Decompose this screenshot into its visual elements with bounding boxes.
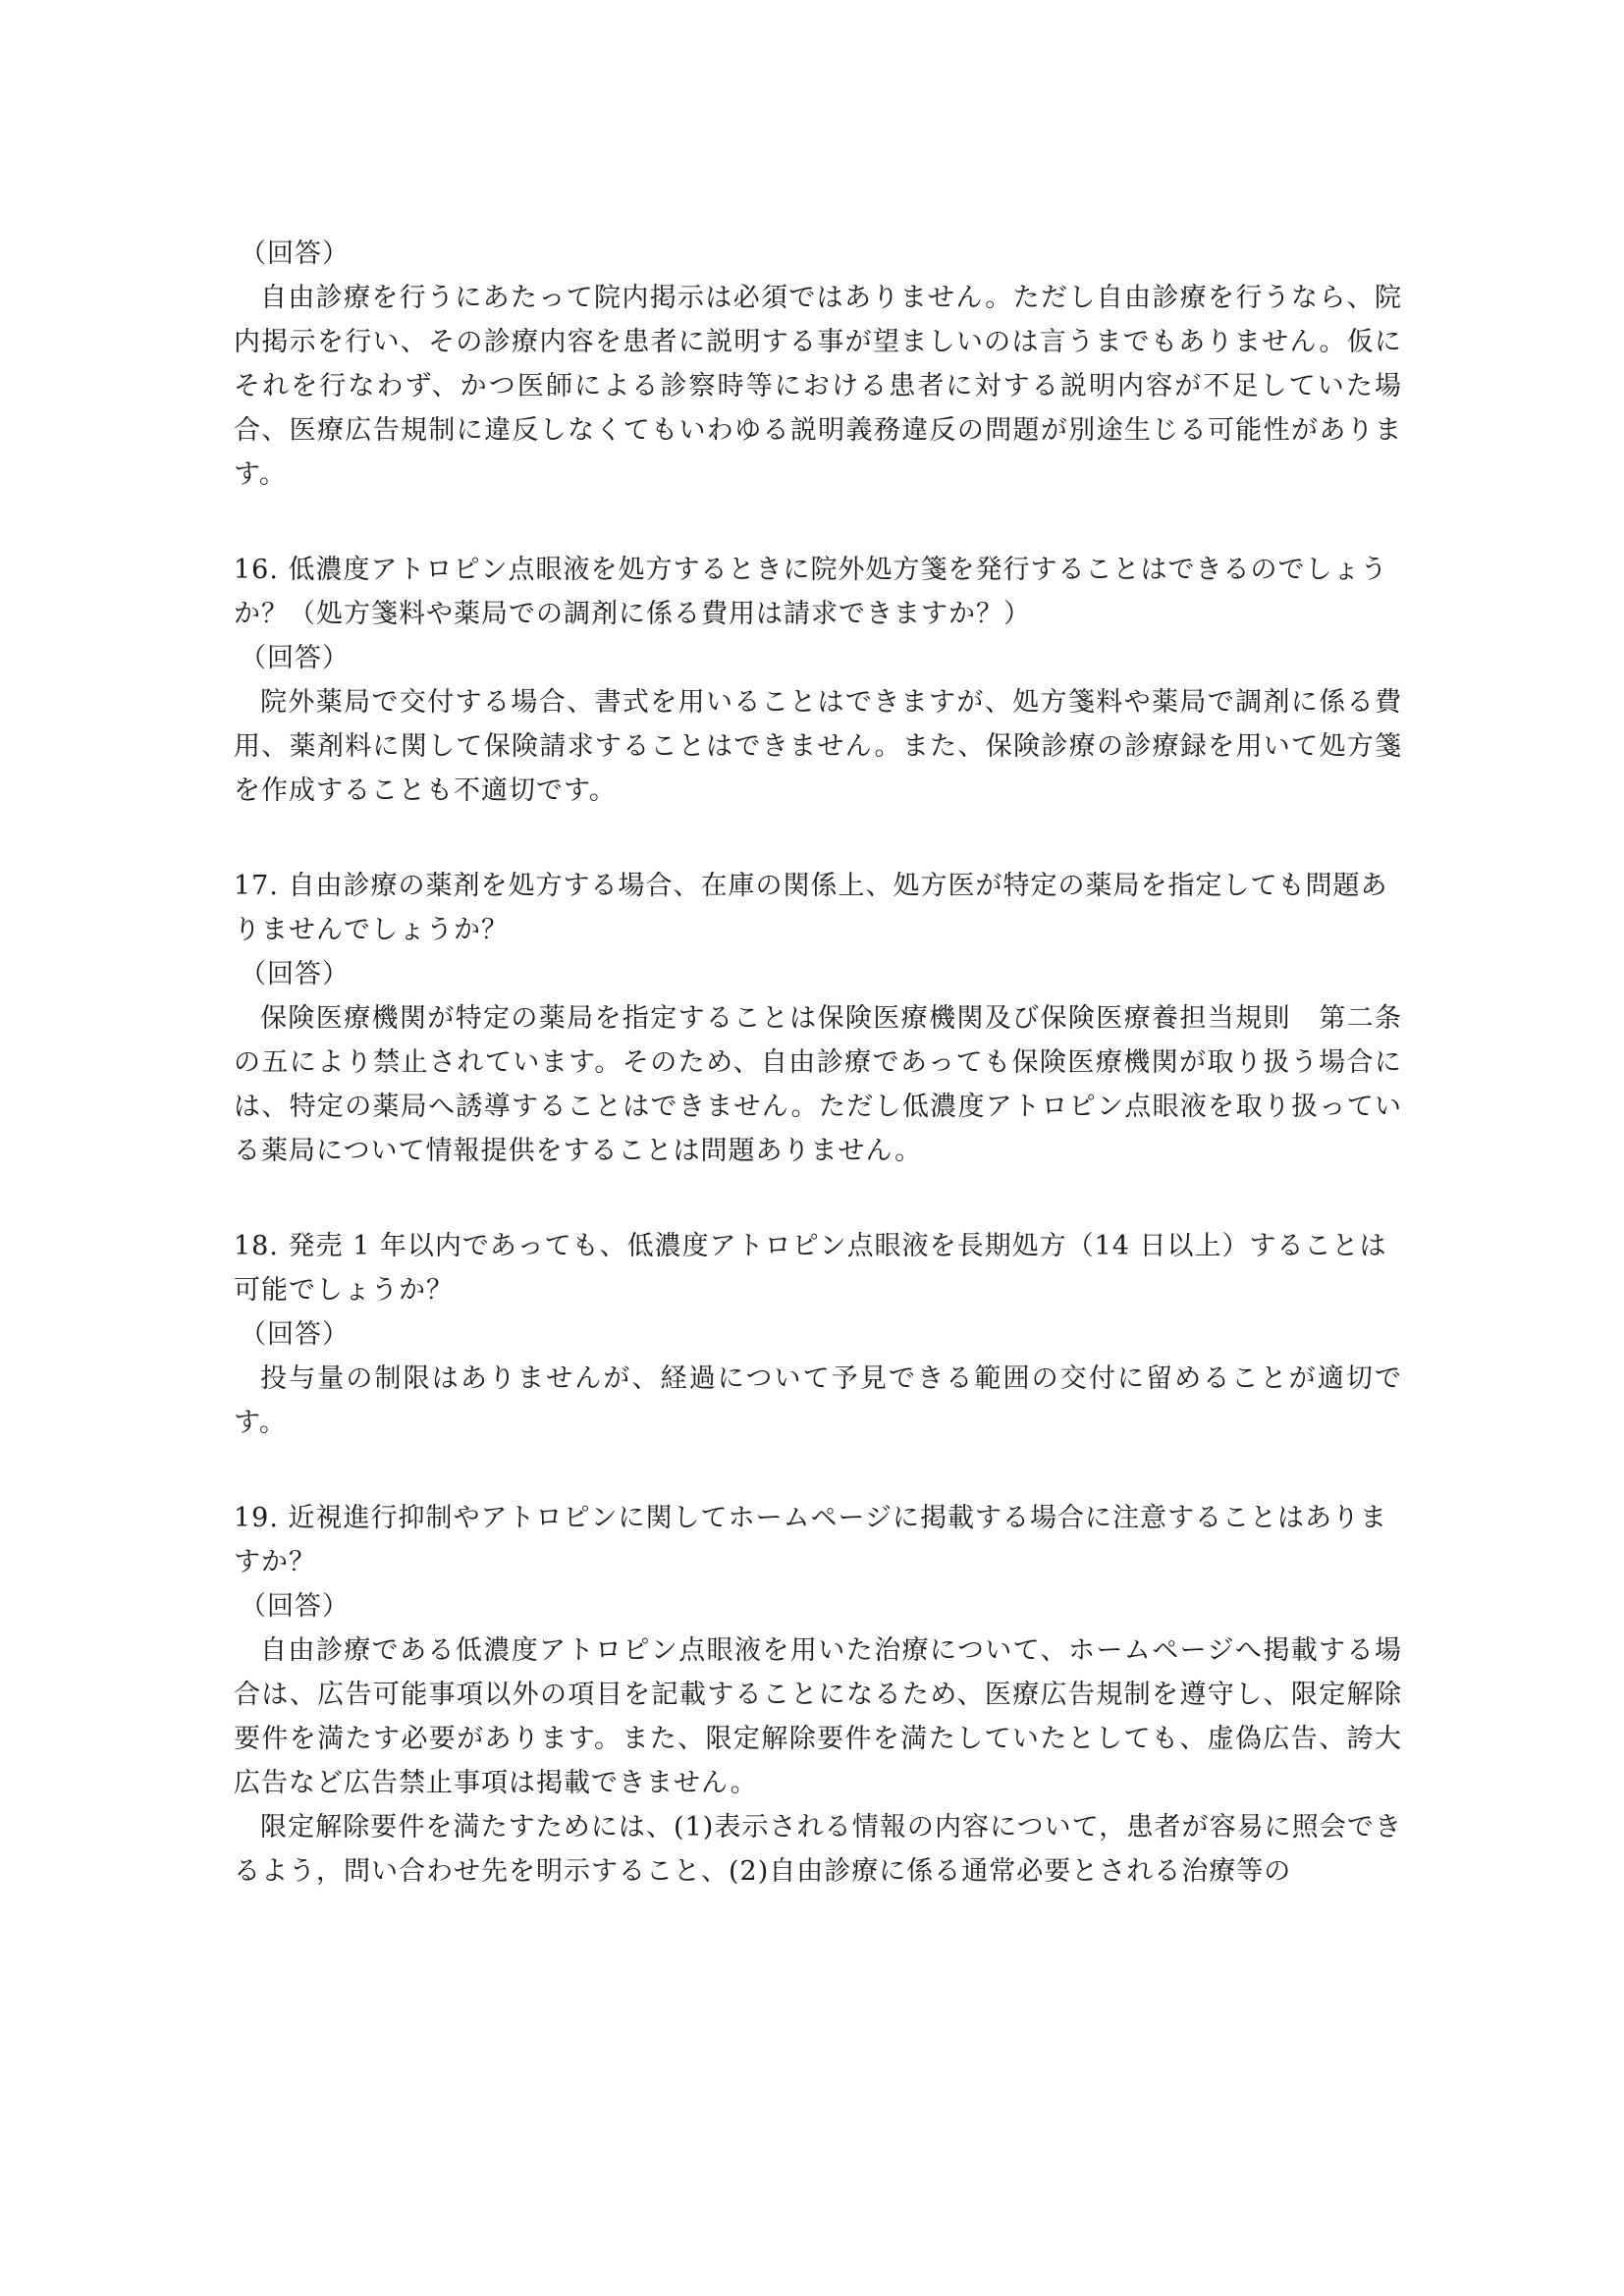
answer-text: 投与量の制限はありませんが、経過について予見できる範囲の交付に留めることが適切です。 xyxy=(234,1363,1402,1438)
answer-text: 限定解除要件を満たすためには、(1)表示される情報の内容について，患者が容易に照会できるよう，問い合わせ先を明示すること、(2)自由診療に係る通常必要とされる治療等の xyxy=(234,1812,1402,1887)
answer-text: 院外薬局で交付する場合、書式を用いることはできますが、処方箋料や薬局で調剤に係る費用、薬剤料に関して保険請求することはできません。また、保険診療の診療録を用いて処方箋を作成することも不適切です。 xyxy=(234,687,1402,806)
question-text: 18. 発売 1 年以内であっても、低濃度アトロピン点眼液を長期処方（14 日以上）することは可能でしょうか？ xyxy=(234,1231,1387,1306)
qa-item-17 xyxy=(234,864,1402,1173)
intro-section xyxy=(234,232,1402,497)
answer-label: （回答） xyxy=(240,1591,350,1622)
answer-text: 保険医療機関が特定の薬局を指定することは保険医療機関及び保険医療養担当規則 第二条の五により禁止されています。そのため、自由診療であっても保険医療機関が取り扱う場合には、特定の薬局へ誘導することはできません。ただし低濃度アトロピン点眼液を取り扱っている薬局について情報提供をすることは問題ありません。 xyxy=(234,1003,1402,1166)
question-text: 17. 自由診療の薬剤を処方する場合、在庫の関係上、処方医が特定の薬局を指定しても問題ありませんでしょうか？ xyxy=(234,871,1388,945)
document-page xyxy=(234,232,1402,1894)
answer-label: （回答） xyxy=(240,643,350,673)
question-text: 19. 近視進行抑制やアトロピンに関してホームページに掲載する場合に注意することはありますか？ xyxy=(234,1503,1387,1577)
answer-label: （回答） xyxy=(240,239,350,269)
answer-text: 自由診療を行うにあたって院内掲示は必須ではありません。ただし自由診療を行うなら、院内掲示を行い、その診療内容を患者に説明する事が望ましいのは言うまでもありません。仮にそれを行なわず、かつ医師による診察時等における患者に対する説明内容が不足していた場合、医療広告規制に違反しなくてもいわゆる説明義務違反の問題が別途生じる可能性があります。 xyxy=(234,283,1402,490)
answer-label: （回答） xyxy=(240,1319,350,1350)
answer-text: 自由診療である低濃度アトロピン点眼液を用いた治療について、ホームページへ掲載する場合は、広告可能事項以外の項目を記載することになるため、医療広告規制を遵守し、限定解除要件を満たす必要があります。また、限定解除要件を満たしていたとしても、虚偽広告、誇大広告など広告禁止事項は掲載できません。 xyxy=(234,1635,1402,1798)
qa-item-18 xyxy=(234,1224,1402,1445)
question-text: 16. 低濃度アトロピン点眼液を処方するときに院外処方箋を発行することはできるのでしょうか？（処方箋料や薬局での調剤に係る費用は請求できますか？） xyxy=(234,555,1388,629)
answer-label: （回答） xyxy=(240,959,350,989)
qa-item-16 xyxy=(234,548,1402,813)
qa-item-19 xyxy=(234,1496,1402,1894)
